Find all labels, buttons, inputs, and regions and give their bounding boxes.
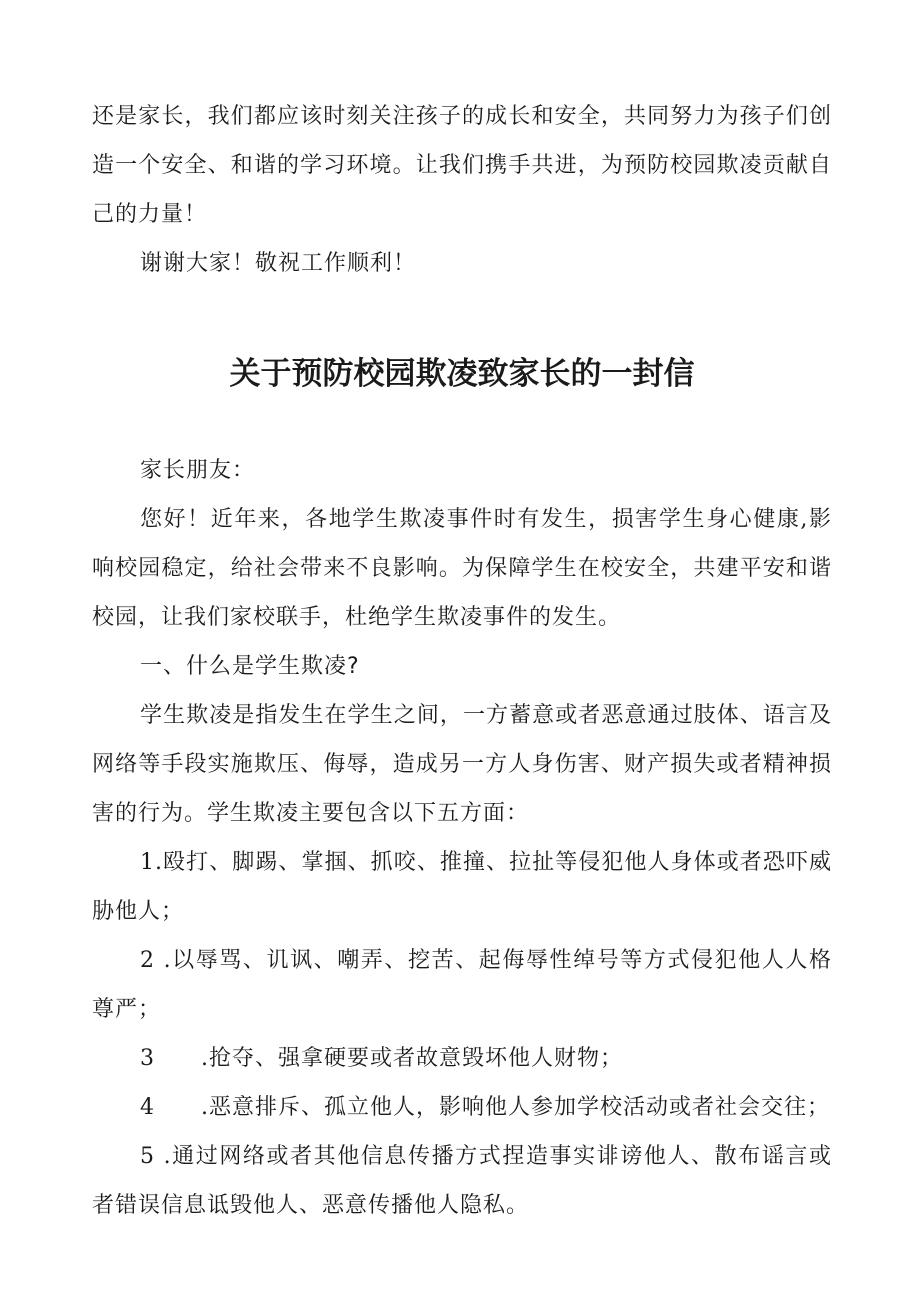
list-item-5: 5 .通过网络或者其他信息传播方式捏造事实诽谤他人、散布谣言或者错误信息诋毁他人、恶意传播他人隐私。 <box>92 1144 832 1218</box>
closing-thanks: 谢谢大家！敬祝工作顺利！ <box>140 251 417 276</box>
letter-title: 关于预防校园欺凌致家长的一封信 <box>229 356 695 392</box>
list-item-2: 2 .以辱骂、讥讽、嘲弄、挖苦、起侮辱性绰号等方式侵犯他人人格尊严； <box>92 948 832 1022</box>
list-item-1: 1.殴打、脚踢、掌掴、抓咬、推撞、拉扯等侵犯他人身体或者恐吓威胁他人； <box>92 850 832 924</box>
list-item-4: 4 .恶意排斥、孤立他人，影响他人参加学校活动或者社会交往； <box>140 1095 830 1120</box>
closing-paragraph: 还是家长，我们都应该时刻关注孩子的成长和安全，共同努力为孩子们创造一个安全、和谐的学习环境。让我们携手共进，为预防校园欺凌贡献自己的力量！ <box>92 104 832 227</box>
list-item-3: 3 .抢夺、强拿硬要或者故意毁坏他人财物； <box>140 1046 623 1071</box>
intro-paragraph: 您好！近年来，各地学生欺凌事件时有发生，损害学生身心健康,影响校园稳定，给社会带来不良影响。为保障学生在校安全，共建平安和谐校园，让我们家校联手，杜绝学生欺凌事件的发生。 <box>92 507 832 630</box>
previous-letter-ending <box>92 92 832 288</box>
letter-body <box>92 446 832 1230</box>
section-heading: 一、什么是学生欺凌? <box>140 654 360 679</box>
salutation: 家长朋友： <box>140 458 256 483</box>
section-paragraph: 学生欺凌是指发生在学生之间，一方蓄意或者恶意通过肢体、语言及网络等手段实施欺压、侮辱，造成另一方人身伤害、财产损失或者精神损害的行为。学生欺凌主要包含以下五方面： <box>92 703 832 826</box>
